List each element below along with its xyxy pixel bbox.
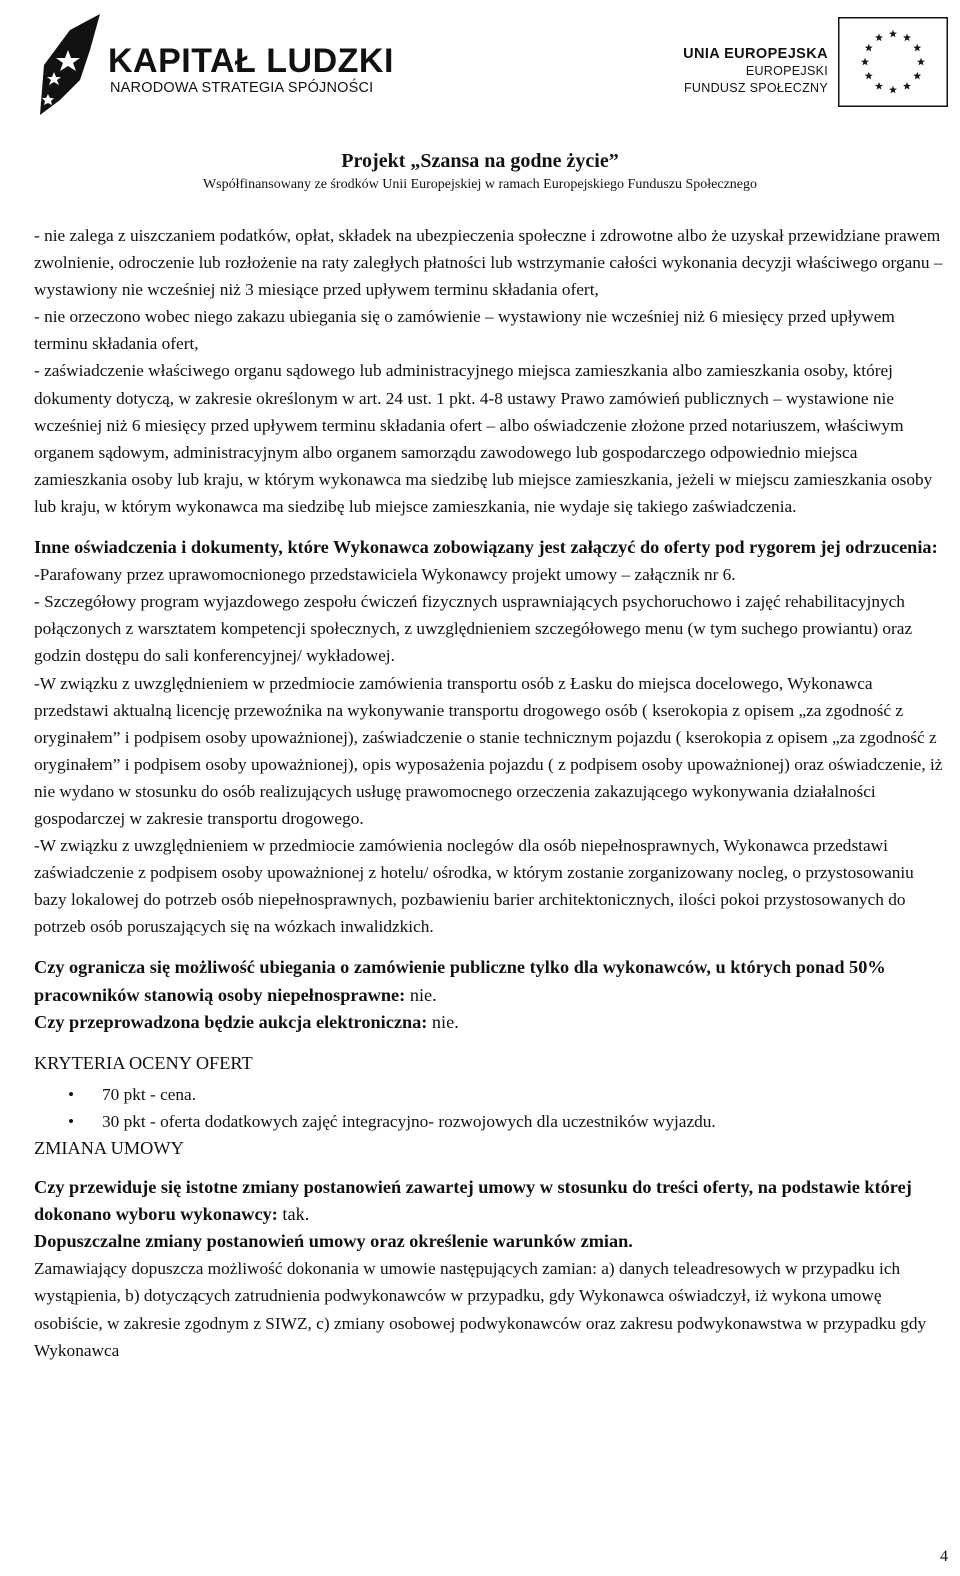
paragraph-allowed-changes: Zamawiający dopuszcza możliwość dokonania w umowie następujących zamian: a) danych teleadresowych w przypadku ich wystąpienia, b) dotyczących zatrudnienia podwykonawców w przypadku, gdy Wykonawca oświadczył, iż wykona umowę osobiście, w zakresie zgodnym z SIWZ, c) zmiany osobowej podwykonawców oraz zakresu podwykonawstwa w przypadku gdy Wykonawca: [34, 1259, 927, 1360]
criteria-item: • 70 pkt - cena.: [34, 1081, 946, 1108]
paragraph-no-ban: - nie orzeczono wobec niego zakazu ubiegania się o zamówienie – wystawiony nie wcześniej niż 6 miesięcy przed upływem terminu składania ofert,: [34, 307, 895, 354]
question-electronic-auction: [34, 1009, 946, 1036]
paragraph-tax-arrears: - nie zalega z uiszczaniem podatków, opłat, składek na ubezpieczenia społeczne i zdrowotne albo że uzyskał przewidziane prawem zwolnienie, odroczenie lub rozłożenie na raty zaległych płatności lub wstrzymanie całości wykonania decyzji właściwego organu – wystawiony nie wcześniej niż 3 miesiące przed upływem terminu składania ofert,: [34, 226, 943, 300]
kapital-ludzki-title: KAPITAŁ LUDZKI: [108, 42, 394, 80]
project-title: Projekt „Szansa na godne życie”: [341, 150, 619, 172]
eu-line-2: EUROPEJSKI: [745, 64, 828, 78]
contract-change-heading: ZMIANA UMOWY: [34, 1138, 184, 1158]
other-documents-heading: Inne oświadczenia i dokumenty, które Wykonawca zobowiązany jest załączyć do oferty pod rygorem jej odrzucenia:: [34, 537, 938, 558]
question-contract-changes-answer: tak.: [277, 1204, 310, 1225]
question-disabled-employees-answer: nie.: [405, 984, 437, 1005]
allowed-changes-heading: Dopuszczalne zmiany postanowień umowy oraz określenie warunków zmian.: [34, 1231, 633, 1252]
paragraph-contract-draft: -Parafowany przez uprawomocnionego przedstawiciela Wykonawcy projekt umowy – załącznik nr 6.: [34, 565, 736, 585]
project-subtitle: Współfinansowany ze środków Unii Europejskiej w ramach Europejskiego Funduszu Społecznego: [202, 177, 758, 192]
question-electronic-auction-answer: nie.: [427, 1011, 459, 1032]
question-disabled-employees-label: Czy ogranicza się możliwość ubiegania o zamówienie publiczne tylko dla wykonawców, u których ponad 50% pracowników stanowią osoby niepełnosprawne:: [34, 957, 886, 1005]
kapital-ludzki-logo-icon: [30, 10, 120, 120]
criteria-list: [34, 1081, 946, 1135]
criteria-heading: KRYTERIA OCENY OFERT: [34, 1052, 253, 1073]
eu-flag-icon: [838, 17, 948, 107]
page-number: 4: [940, 1548, 948, 1565]
question-contract-changes-label: Czy przewiduje się istotne zmiany postanowień zawartej umowy w stosunku do treści oferty, na podstawie której dokonano wyboru wykonawcy:: [34, 1177, 912, 1225]
question-contract-changes: [34, 1174, 946, 1228]
paragraph-court-certificate: - zaświadczenie właściwego organu sądowego lub administracyjnego miejsca zamieszkania albo zamieszkania osoby, której dokumenty dotyczą, w zakresie określonym w art. 24 ust. 1 pkt. 4-8 ustawy Prawo zamówień publicznych – wystawione nie wcześniej niż 6 miesięcy przed upływem terminu składania ofert – albo oświadczenie złożone przed notariuszem, właściwym organem sądowym, administracyjnym albo organem samorządu zawodowego lub gospodarczego odpowiednio miejsca zamieszkania osoby lub kraju, w którym wykonawca ma siedzibę lub miejsce zamieszkania, jeżeli w miejscu zamieszkania osoby lub kraju, w którym wykonawca ma siedzibę lub miejsce zamieszkania, nie wydaje się takiego zaświadczenia.: [34, 361, 933, 516]
eu-line-3: FUNDUSZ SPOŁECZNY: [683, 81, 828, 95]
kapital-ludzki-subtitle: NARODOWA STRATEGIA SPÓJNOŚCI: [110, 80, 374, 96]
document-header: [0, 0, 960, 200]
paragraph-detailed-program: - Szczegółowy program wyjazdowego zespołu ćwiczeń fizycznych usprawniających psychoruchowo i zajęć rehabilitacyjnych połączonych z warsztatem kompetencji społecznych, z uwzględnieniem szczegółowego menu (w tym suchego prowiantu) oraz godzin dostępu do sali konferencyjnej/ wykładowej.: [34, 592, 913, 666]
paragraph-accommodation: -W związku z uwzględnieniem w przedmiocie zamówienia noclegów dla osób niepełnosprawnych, Wykonawca przedstawi zaświadczenie z podpisem osoby upoważnionej z hotelu/ ośrodka, w którym zostanie zorganizowany nocleg, o przystosowaniu bazy lokalowej do potrzeb osób niepełnosprawnych, pozbawieniu barier architektonicznych, ilości pokoi przystosowanych do potrzeb osób poruszających się na wózkach inwalidzkich.: [34, 836, 914, 937]
question-electronic-auction-label: Czy przeprowadzona będzie aukcja elektroniczna:: [34, 1011, 428, 1032]
paragraph-transport: -W związku z uwzględnieniem w przedmiocie zamówienia transportu osób z Łasku do miejsca docelowego, Wykonawca przedstawi aktualną licencję przewoźnika na wykonywanie transportu drogowego osób ( kserokopia z opisem „za zgodność z oryginałem” i podpisem osoby upoważnionej), zaświadczenie o stanie technicznym pojazdu ( kserokopia z opisem „za zgodność z oryginałem” i podpisem osoby upoważnionej), opis wyposażenia pojazdu ( z podpisem osoby upoważnionej) oraz oświadczenie, iż nie wydano w stosunku do osób realizujących usługę prawomocnego orzeczenia zakazującego wykonywania działalności gospodarczej w zakresie transportu drogowego.: [34, 673, 943, 828]
eu-line-1: UNIA EUROPEJSKA: [683, 46, 828, 62]
document-body: [34, 222, 946, 1364]
criteria-item: • 30 pkt - oferta dodatkowych zajęć integracyjno- rozwojowych dla uczestników wyjazdu.: [34, 1108, 946, 1135]
question-disabled-employees: [34, 954, 946, 1008]
eu-text-block: [683, 46, 828, 97]
